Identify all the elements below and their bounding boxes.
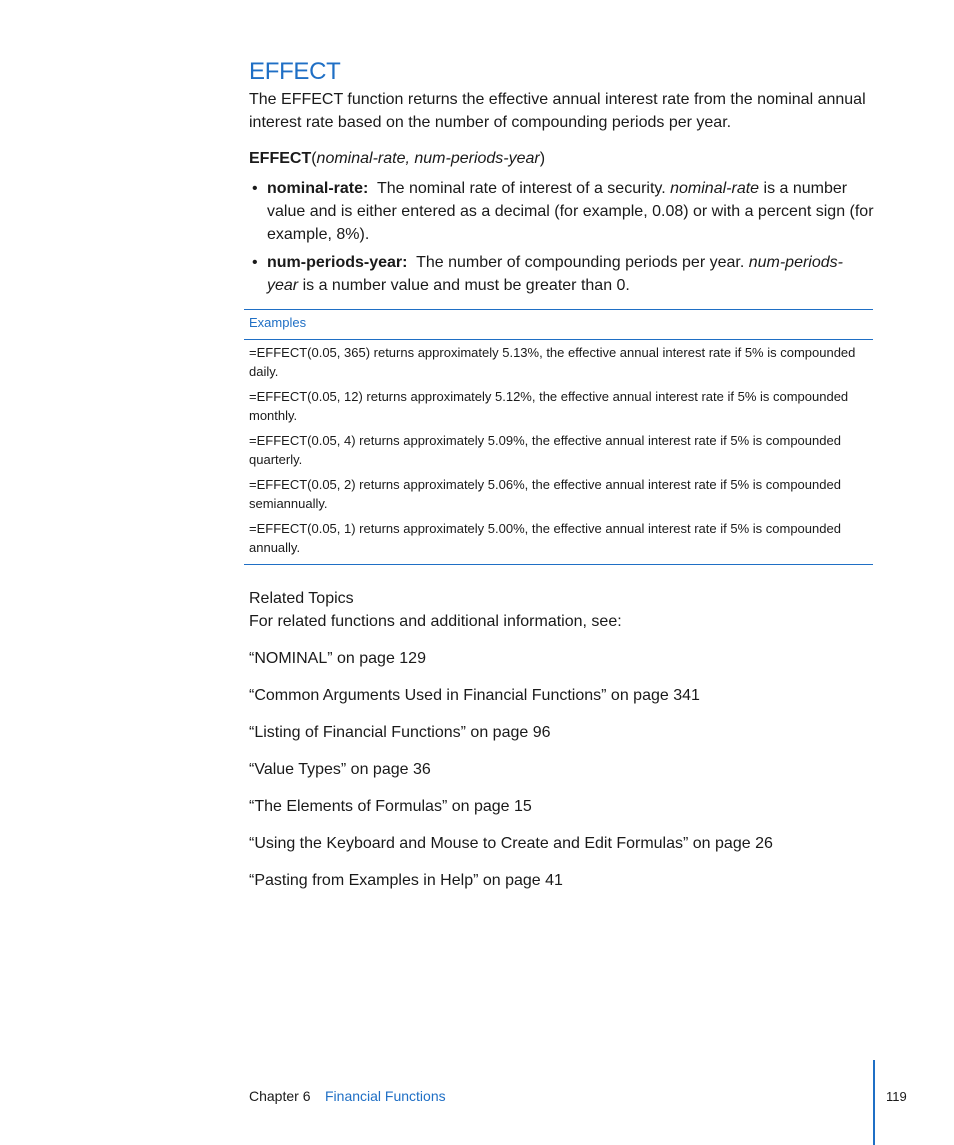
argument-list	[249, 177, 874, 302]
page-title: EFFECT	[249, 58, 341, 85]
argument-term: num-periods-year:	[267, 254, 408, 271]
footer-divider	[873, 1060, 875, 1145]
related-link[interactable]: “NOMINAL” on page 129	[249, 650, 426, 667]
related-topics-heading: Related Topics	[249, 590, 354, 607]
intro-paragraph: The EFFECT function returns the effective annual interest rate from the nominal annual interest rate based on the number of compounding periods per year.	[249, 91, 866, 131]
argument-text: The number of compounding periods per year.	[416, 254, 749, 271]
related-link[interactable]: “Common Arguments Used in Financial Functions” on page 341	[249, 687, 700, 704]
syntax-function-name: EFFECT	[249, 150, 312, 167]
argument-text: is a number value and must be greater than 0.	[298, 277, 630, 294]
syntax-close-paren: )	[539, 150, 546, 167]
related-link[interactable]: “Pasting from Examples in Help” on page 41	[249, 872, 563, 889]
example-item: =EFFECT(0.05, 12) returns approximately 5.12%, the effective annual interest rate if 5% is compounded monthly.	[249, 389, 849, 423]
example-item: =EFFECT(0.05, 1) returns approximately 5.00%, the effective annual interest rate if 5% is compounded annually.	[249, 521, 841, 555]
related-links	[249, 648, 773, 907]
argument-text: is a number value and is either entered as a decimal (for example, 0.08) or with a percent sign (for example, 8%).	[267, 180, 874, 243]
footer-chapter-title[interactable]: Financial Functions	[325, 1088, 446, 1104]
example-item: =EFFECT(0.05, 365) returns approximately 5.13%, the effective annual interest rate if 5% is compounded daily.	[249, 345, 856, 379]
related-link[interactable]: “Using the Keyboard and Mouse to Create and Edit Formulas” on page 26	[249, 835, 773, 852]
example-item: =EFFECT(0.05, 4) returns approximately 5.09%, the effective annual interest rate if 5% is compounded quarterly.	[249, 433, 841, 467]
argument-item	[249, 251, 874, 297]
examples-label: Examples	[249, 315, 307, 330]
argument-italic: num-periods-year	[267, 254, 843, 294]
related-link[interactable]: “Value Types” on page 36	[249, 761, 431, 778]
syntax-arguments: nominal-rate, num-periods-year	[316, 150, 540, 167]
related-link[interactable]: “Listing of Financial Functions” on page 96	[249, 724, 551, 741]
argument-italic: nominal-rate	[670, 180, 760, 197]
example-item: =EFFECT(0.05, 2) returns approximately 5.06%, the effective annual interest rate if 5% is compounded semiannually.	[249, 477, 841, 511]
examples-list	[249, 344, 869, 564]
syntax-open-paren: (	[311, 150, 317, 167]
argument-item	[249, 177, 874, 246]
footer-chapter: Chapter 6	[249, 1088, 311, 1104]
related-link[interactable]: “The Elements of Formulas” on page 15	[249, 798, 532, 815]
bullet-icon: •	[252, 180, 258, 197]
argument-term: nominal-rate:	[267, 180, 369, 197]
related-topics-intro: For related functions and additional information, see:	[249, 613, 622, 630]
page-number: 119	[886, 1089, 907, 1104]
examples-header-rule	[244, 339, 873, 340]
bullet-icon: •	[252, 254, 258, 271]
argument-text: The nominal rate of interest of a security.	[376, 180, 671, 197]
examples-bottom-rule	[244, 564, 873, 565]
examples-top-rule	[244, 309, 873, 310]
function-syntax	[249, 148, 545, 170]
